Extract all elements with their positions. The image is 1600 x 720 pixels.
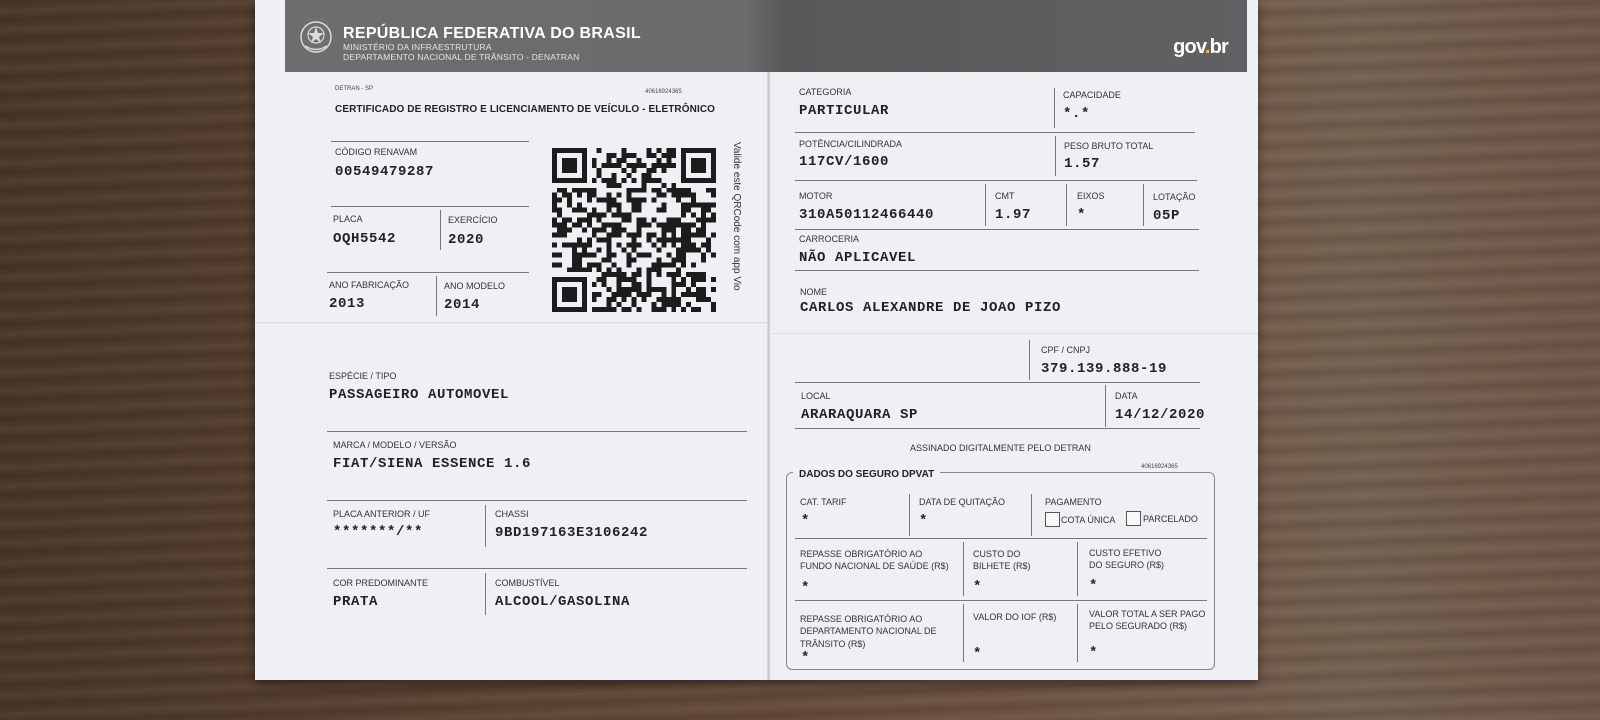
custo-bilhete-value: * xyxy=(973,579,982,595)
eixos-value: * xyxy=(1077,207,1087,223)
lotacao-label: LOTAÇÃO xyxy=(1153,192,1196,202)
cota-unica-checkbox xyxy=(1045,512,1060,527)
categoria-label: CATEGORIA xyxy=(799,87,852,97)
qr-code xyxy=(551,148,717,312)
capacidade-value: *.* xyxy=(1063,106,1091,122)
custo-efetivo-value: * xyxy=(1089,578,1098,594)
motor-label: MOTOR xyxy=(799,191,833,201)
ano-modelo-label: ANO MODELO xyxy=(444,281,506,291)
custo-efetivo-label-2: DO SEGURO (R$) xyxy=(1089,560,1165,570)
nome-value: CARLOS ALEXANDRE DE JOAO PIZO xyxy=(800,300,1062,316)
repasse-transito-label-3: TRÂNSITO (R$) xyxy=(800,639,866,649)
valor-total-label-2: PELO SEGURADO (R$) xyxy=(1089,621,1188,631)
cat-tarif-label: CAT. TARIF xyxy=(800,497,847,507)
cmt-value: 1.97 xyxy=(995,207,1032,223)
dpvat-serial: 40616924365 xyxy=(1141,464,1178,470)
placa-value: OQH5542 xyxy=(333,231,397,247)
marca-value: FIAT/SIENA ESSENCE 1.6 xyxy=(333,456,532,472)
placa-anterior-label: PLACA ANTERIOR / UF xyxy=(333,509,431,519)
detran-label: DETRAN - SP xyxy=(335,86,374,92)
pagamento-label: PAGAMENTO xyxy=(1045,497,1102,507)
carroceria-label: CARROCERIA xyxy=(799,234,860,244)
exercicio-value: 2020 xyxy=(448,232,485,248)
valor-iof-label: VALOR DO IOF (R$) xyxy=(973,612,1057,622)
eixos-label: EIXOS xyxy=(1077,191,1105,201)
repasse-saude-value: * xyxy=(801,580,810,596)
fold-crease-horizontal-right xyxy=(771,333,1258,336)
categoria-value: PARTICULAR xyxy=(799,103,890,119)
data-quitacao-value: * xyxy=(919,513,928,529)
coat-of-arms-icon xyxy=(299,20,333,54)
peso-value: 1.57 xyxy=(1064,156,1101,172)
combustivel-label: COMBUSTÍVEL xyxy=(495,578,560,588)
govbr-logo: gov.br xyxy=(1173,36,1228,58)
data-label: DATA xyxy=(1115,391,1138,401)
repasse-saude-label-1: REPASSE OBRIGATÓRIO AO xyxy=(800,549,923,559)
motor-value: 310A50112466440 xyxy=(799,207,935,223)
valor-total-label-1: VALOR TOTAL A SER PAGO xyxy=(1089,609,1206,619)
nome-label: NOME xyxy=(800,287,827,297)
valor-iof-value: * xyxy=(973,646,982,662)
custo-bilhete-label-1: CUSTO DO xyxy=(973,549,1021,559)
department-name: DEPARTAMENTO NACIONAL DE TRÂNSITO - DENATRAN xyxy=(343,52,580,62)
data-value: 14/12/2020 xyxy=(1115,407,1206,423)
peso-label: PESO BRUTO TOTAL xyxy=(1064,141,1154,151)
combustivel-value: ALCOOL/GASOLINA xyxy=(495,594,631,610)
repasse-transito-label-2: DEPARTAMENTO NACIONAL DE xyxy=(800,626,937,636)
ano-fabricacao-label: ANO FABRICAÇÃO xyxy=(329,280,410,290)
especie-label: ESPÉCIE / TIPO xyxy=(329,371,397,381)
custo-bilhete-label-2: BILHETE (R$) xyxy=(973,561,1031,571)
local-label: LOCAL xyxy=(801,391,831,401)
parcelado-checkbox xyxy=(1126,511,1141,526)
cor-value: PRATA xyxy=(333,594,379,610)
vehicle-registration-document xyxy=(255,0,1258,680)
repasse-saude-label-2: FUNDO NACIONAL DE SAÚDE (R$) xyxy=(800,561,949,571)
cat-tarif-value: * xyxy=(801,513,810,529)
fold-crease-vertical xyxy=(767,0,771,680)
document-serial: 40616924365 xyxy=(645,89,682,95)
placa-anterior-value: *******/** xyxy=(333,524,424,540)
custo-efetivo-label-1: CUSTO EFETIVO xyxy=(1089,548,1162,558)
repasse-transito-label-1: REPASSE OBRIGATÓRIO AO xyxy=(800,614,923,624)
potencia-value: 117CV/1600 xyxy=(799,154,890,170)
exercicio-label: EXERCÍCIO xyxy=(448,215,498,225)
data-quitacao-label: DATA DE QUITAÇÃO xyxy=(919,497,1006,507)
fold-crease-horizontal-left xyxy=(255,322,767,325)
cor-label: COR PREDOMINANTE xyxy=(333,578,429,588)
local-value: ARARAQUARA SP xyxy=(801,407,919,423)
qr-caption: Valide este QRCode com app Vio xyxy=(731,142,742,291)
potencia-label: POTÊNCIA/CILINDRADA xyxy=(799,139,903,149)
chassi-label: CHASSI xyxy=(495,509,529,519)
chassi-value: 9BD197163E3106242 xyxy=(495,525,649,541)
cpf-value: 379.139.888-19 xyxy=(1041,361,1168,377)
carroceria-value: NÃO APLICAVEL xyxy=(799,250,917,266)
repasse-transito-value: * xyxy=(801,650,810,666)
republic-title: REPÚBLICA FEDERATIVA DO BRASIL xyxy=(343,25,641,42)
placa-label: PLACA xyxy=(333,214,363,224)
ministry-name: MINISTÉRIO DA INFRAESTRUTURA xyxy=(343,42,492,52)
parcelado-label: PARCELADO xyxy=(1143,514,1198,524)
capacidade-label: CAPACIDADE xyxy=(1063,90,1121,100)
ano-modelo-value: 2014 xyxy=(444,297,481,313)
renavam-value: 00549479287 xyxy=(335,164,435,180)
valor-total-value: * xyxy=(1089,645,1098,661)
lotacao-value: 05P xyxy=(1153,208,1181,224)
cpf-label: CPF / CNPJ xyxy=(1041,345,1091,355)
especie-value: PASSAGEIRO AUTOMOVEL xyxy=(329,387,510,403)
cmt-label: CMT xyxy=(995,191,1015,201)
dpvat-title: DADOS DO SEGURO DPVAT xyxy=(793,469,940,480)
digital-signature-note: ASSINADO DIGITALMENTE PELO DETRAN xyxy=(910,443,1091,453)
renavam-label: CÓDIGO RENAVAM xyxy=(335,147,418,157)
cota-unica-label: COTA ÚNICA xyxy=(1061,515,1116,525)
certificate-title: CERTIFICADO DE REGISTRO E LICENCIAMENTO DE VEÍCULO - ELETRÔNICO xyxy=(335,104,716,115)
ano-fabricacao-value: 2013 xyxy=(329,296,366,312)
marca-label: MARCA / MODELO / VERSÃO xyxy=(333,440,457,450)
